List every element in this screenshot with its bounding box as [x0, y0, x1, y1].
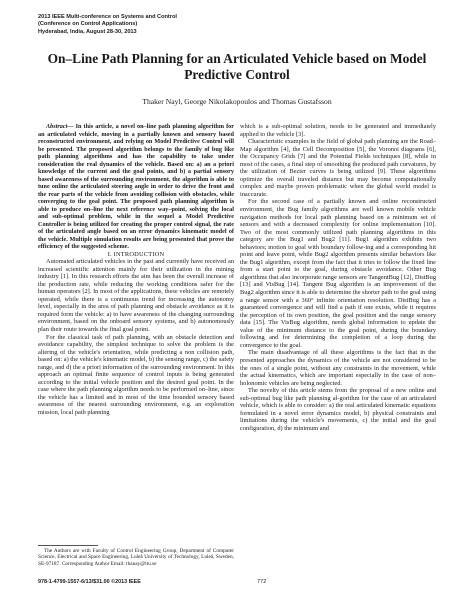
footnote-divider: [38, 545, 98, 546]
abstract-label: Abstract: [46, 123, 68, 130]
body-paragraph: The novelty of this article stems from the proposal of a new online and sub-optimal bug like path planning al-gorithm for the case of an articulated vehicle, which is able to consider: a) the real articulated kinematic equations formulated in a novel error dynamics model, b) physical constraints and limitations during the vehicle's movements, c) the initial and the goal configuration, d) the minimum and: [240, 387, 436, 432]
conference-header: [38, 14, 338, 36]
conference-subtitle: (Conference on Control Applications): [38, 21, 138, 28]
paper-title: On–Line Path Planning for an Articulated Vehicle based on Model Predictive Control: [47, 51, 427, 82]
right-column: [240, 123, 436, 432]
author-affiliation-footnote: The Authors are with Faculty of Control Engineering Group, Department of Computer Science, Electrical and Space Engineering, Luleå University of Technology, Luleå, Sweden, SE-97187. Corresponding Author Email: thanay@ltu.se: [38, 548, 234, 567]
page-number: 772: [257, 579, 267, 585]
body-paragraph: which is a sub-optimal solution, needs to be generated and immediately applied to the vehicle [3].: [240, 123, 436, 138]
body-paragraph: For the second case of a partially known and online reconstructed environment, the Bug family algorithms are well known mobile vehicle navigation methods for local path planning based on a minimum set of sensors and with a decreased complexity for online implementation [10]. Two of the most commonly utilized path planning algorithms in this category are the Bug1 and Bug2 [11]. Bug1 algorithm exhibits two behaviors; motion to goal with boundary follow-ing and a corresponding hit point and leave point, while Bug2 algorithm presents similar behaviors like the Bug1 algorithm, except from the fact that it tries to follow the fixed line from a start point to the goal, during obstacle avoidance. Other Bug algorithms that also incorporate range sensors are TangentBug [12], DistBug [13] and VisBug [14]. Tangent Bug algorithm is an improvement of the Bug2 algorithm since it is able to determine the shorter path to the goal using a range sensor with a 360° infinite orientation resolution. DistBug has a guaranteed convergence and will find a path if one exists, while it requires the perception of its own position, the goal position and the range sensory data [15]. The VisBug algorithm, needs global information to update the value of the minimum distance to the goal point, during the boundary following and for determining the completion of a loop during the convergence to the goal.: [240, 198, 436, 349]
section-heading: I. INTRODUCTION: [107, 250, 165, 258]
left-column: [38, 123, 234, 417]
author-list: Thaker Nayl, George Nikolakopoulos and Thomas Gustafsson: [142, 97, 332, 106]
body-paragraph: The main disadvantage of all these algorithms is the fact that in the presented approaches the dynamics of the vehicle are not considered to be the ones of a single point, without any constraints in the movement, while the actual kinematics, which are important especially in the case of non–holonomic vehicles are being neglected.: [240, 349, 436, 387]
body-paragraph: Automated articulated vehicles in the past and currently have received an increased scientific attention mainly for their utilization in the mining industry [1]. In this research efforts the aim has been the overall increase of the production rate, while reducing the working conditions safer for the human operators [2]. In most of the applications, these vehicles are remotely operated, while there is a continuous trend for increasing the autonomy level, especially in the area of path planning and obstacle avoidance as it is required form the vehicle: a) to have awareness of the changing surrounding environment, based on the onboard sensory systems, and b) autonomously plan their route towards the final goal point.: [38, 258, 234, 333]
abstract: [38, 123, 234, 251]
body-paragraph: For the classical task of path planning, with an obstacle detection and avoidance capability, the simplest technique to solve the problem is the altering of the vehicle's orientation, while predicting a non collision path, based on: a) the vehicle's kinematic model, b) the sensing range, c) the safety range, and d) the a priori information of the surrounding environment. In this approach an optimal finite sequence of control inputs is being generated according to the initial vehicle position and the desired goal point. In the case where the path planning algorithm needs to be performed on–line, since the vehicle has a limited and in most of the time bounded sensory based awareness of the nearest surrounding environment, e.g. an exploration mission, local path planning: [38, 333, 234, 416]
conference-name: 2013 IEEE Multi-conference on Systems and Control: [38, 14, 177, 20]
isbn-copyright: 978-1-4799-1557-6/13/$31.00 ©2013 IEEE: [38, 579, 141, 585]
abstract-text: — In this article, a novel on–line path planning algorithm for an articulated vehicle, moving in a partially known and sensory based reconstructed environment, and relying on Model Predictive Control will be presented. The proposed algorithm belongs to the family of bug like path planning algorithms and has the capability to take under consideration the real dynamics of the vehicle. Based on: a) an a priori knowledge of the current and the goal points, and b) a partial sensory based awareness of the surrounding environment, the algorithm is able to tune online the articulated steering angle in order to drive the front and the rear parts of the vehicle from avoiding collision with obstacles, while converging to the goal point. The proposed path planning algorithm is able to produce on–line the next reference way–point, solving the local and sub-optimal problem, while in the sequel a Model Predictive Controller is being utilized for creating the proper control signal, the rate of the articulated angle based on an error dynamics kinematic model of the vehicle. Multiple simulation results are being presented that prove the efficiency of the suggested scheme.: [38, 123, 234, 250]
body-paragraph: Characteristic examples in the field of global path planning are the Road–Map algorithm [4], the Cell Decomposition [5], the Voronoi diagrams [6], the Occupancy Grids [7] and the Potential Fields techniques [8], while in most of the cases, a final step of smoothing the produced path curvatures, by the utilization of Bezier curves is being utilized [9]. These algorithms optimize the overall traveled distance but may become computationally complex and maybe proven problematic when the global world model is inaccurate.: [240, 138, 436, 198]
conference-location: Hyderabad, India, August 28-30, 2013: [38, 28, 137, 35]
